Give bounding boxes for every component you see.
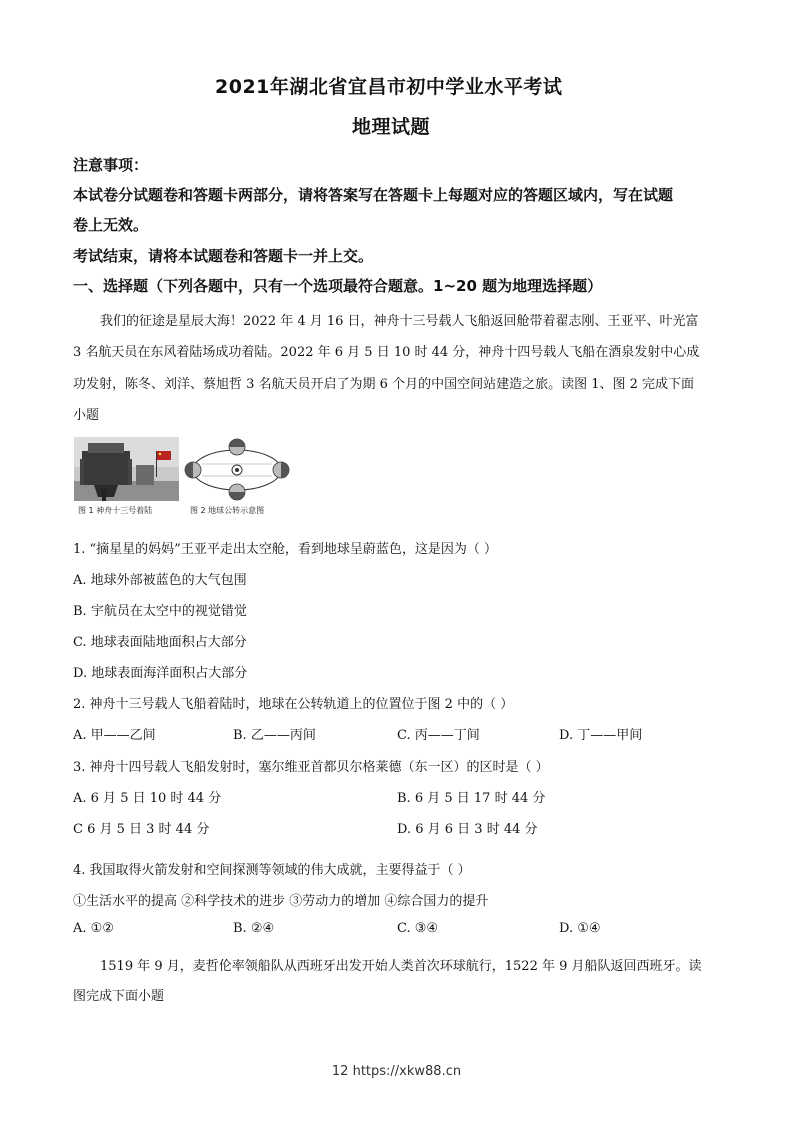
- passage-line: 小题: [73, 408, 100, 423]
- passage-line: 3 名航天员在东风着陆场成功着陆。2022 年 6 月 5 日 10 时 44 分，神舟十四号载人飞船在酒泉发射中心成: [73, 345, 700, 360]
- figure-1-landing-photo: [74, 437, 179, 501]
- question-1-option-b: B. 宇航员在太空中的视觉错觉: [73, 604, 247, 619]
- section-heading: 一、选择题（下列各题中，只有一个选项最符合题意。1~20 题为地理选择题）: [73, 277, 603, 295]
- question-3-option-c: C 6 月 5 日 3 时 44 分: [73, 822, 210, 837]
- question-4-option-c: C. ③④: [397, 921, 439, 936]
- question-1-stem: 1. “摘星星的妈妈”王亚平走出太空舱，看到地球呈蔚蓝色，这是因为（ ）: [73, 542, 497, 557]
- passage-line: 我们的征途是星辰大海！2022 年 4 月 16 日，神舟十三号载人飞船返回舱带着翟志刚、王亚平、叶光富: [100, 314, 699, 329]
- exam-subtitle: 地理试题: [352, 116, 431, 138]
- notice-heading: 注意事项：: [73, 156, 149, 174]
- notice-line-1: 本试卷分试题卷和答题卡两部分，请将答案写在答题卡上每题对应的答题区域内，写在试题: [73, 186, 674, 204]
- figure-1-caption: 图 1 神舟十三号着陆: [78, 506, 153, 515]
- passage-2-line: 图完成下面小题: [73, 989, 165, 1004]
- exam-title: 2021年湖北省宜昌市初中学业水平考试: [215, 76, 563, 98]
- question-4-option-b: B. ②④: [233, 921, 275, 936]
- figure-2-orbit-diagram: [180, 436, 295, 504]
- question-3-option-b: B. 6 月 5 日 17 时 44 分: [397, 791, 546, 806]
- passage-2-line: 1519 年 9 月，麦哲伦率领船队从西班牙出发开始人类首次环球航行，1522 年 9 月船队返回西班牙。读: [100, 959, 702, 974]
- notice-line-3: 考试结束，请将本试题卷和答题卡一并上交。: [73, 247, 374, 265]
- earth-position-top: [229, 439, 245, 455]
- question-1-option-a: A. 地球外部被蓝色的大气包围: [73, 573, 247, 588]
- page-footer: 12 https://xkw88.cn: [331, 1064, 462, 1079]
- question-2-option-a: A. 甲——乙间: [73, 728, 156, 743]
- question-4-stem: 4. 我国取得火箭发射和空间探测等领域的伟大成就，主要得益于（ ）: [73, 863, 471, 878]
- question-4-option-d: D. ①④: [559, 921, 601, 936]
- question-2-option-b: B. 乙——丙间: [233, 728, 316, 743]
- question-1-option-d: D. 地球表面海洋面积占大部分: [73, 666, 248, 681]
- figure-2-caption: 图 2 地球公转示意图: [190, 506, 265, 515]
- question-2-option-d: D. 丁——甲间: [559, 728, 643, 743]
- question-1-option-c: C. 地球表面陆地面积占大部分: [73, 635, 247, 650]
- question-4-option-a: A. ①②: [73, 921, 114, 936]
- notice-line-2: 卷上无效。: [73, 216, 149, 234]
- question-2-option-c: C. 丙——丁间: [397, 728, 480, 743]
- passage-line: 功发射，陈冬、刘洋、蔡旭哲 3 名航天员开启了为期 6 个月的中国空间站建造之旅。读图 1、图 2 完成下面: [73, 377, 695, 392]
- question-4-items: ①生活水平的提高 ②科学技术的进步 ③劳动力的增加 ④综合国力的提升: [73, 894, 489, 909]
- question-3-stem: 3. 神舟十四号载人飞船发射时，塞尔维亚首都贝尔格莱德（东一区）的区时是（ ）: [73, 760, 549, 775]
- question-3-option-d: D. 6 月 6 日 3 时 44 分: [397, 822, 538, 837]
- question-2-stem: 2. 神舟十三号载人飞船着陆时，地球在公转轨道上的位置位于图 2 中的（ ）: [73, 697, 514, 712]
- question-3-option-a: A. 6 月 5 日 10 时 44 分: [73, 791, 222, 806]
